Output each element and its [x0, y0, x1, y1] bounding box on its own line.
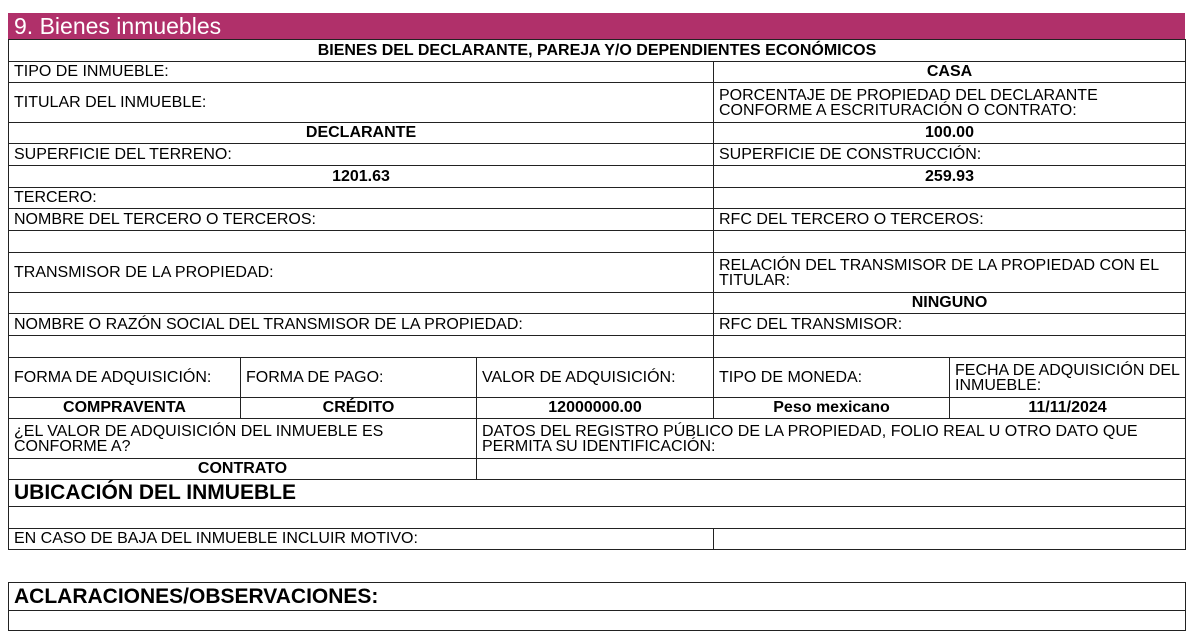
tercero-empty: [714, 188, 1186, 209]
rfc-transmisor-label: RFC DEL TRANSMISOR:: [714, 314, 1186, 336]
transmisor-value: [9, 293, 714, 314]
forma-adquisicion-label: FORMA DE ADQUISICIÓN:: [9, 358, 241, 398]
rfc-transmisor-value: [714, 336, 1186, 358]
forma-pago-label: FORMA DE PAGO:: [241, 358, 477, 398]
superficie-terreno-value: 1201.63: [9, 166, 714, 188]
tipo-inmueble-value: CASA: [714, 62, 1186, 83]
relacion-transmisor-label: RELACIÓN DEL TRANSMISOR DE LA PROPIEDAD CON EL TITULAR:: [714, 253, 1186, 293]
tipo-inmueble-label: TIPO DE INMUEBLE:: [9, 62, 714, 83]
fecha-adquisicion-label: FECHA DE ADQUISICIÓN DEL INMUEBLE:: [950, 358, 1186, 398]
forma-adquisicion-value: COMPRAVENTA: [9, 398, 241, 419]
rfc-tercero-label: RFC DEL TERCERO O TERCEROS:: [714, 209, 1186, 231]
tercero-label: TERCERO:: [9, 188, 714, 209]
nombre-transmisor-label: NOMBRE O RAZÓN SOCIAL DEL TRANSMISOR DE LA PROPIEDAD:: [9, 314, 714, 336]
nombre-tercero-label: NOMBRE DEL TERCERO O TERCEROS:: [9, 209, 714, 231]
observaciones-value: [9, 611, 1186, 631]
ubicacion-value: [9, 507, 1186, 529]
tipo-moneda-label: TIPO DE MONEDA:: [714, 358, 950, 398]
observaciones-table: [8, 582, 1186, 631]
superficie-construccion-label: SUPERFICIE DE CONSTRUCCIÓN:: [714, 144, 1186, 166]
forma-pago-value: CRÉDITO: [241, 398, 477, 419]
superficie-construccion-value: 259.93: [714, 166, 1186, 188]
valor-adquisicion-label: VALOR DE ADQUISICIÓN:: [477, 358, 714, 398]
ubicacion-header: UBICACIÓN DEL INMUEBLE: [9, 480, 1186, 507]
observaciones-header: ACLARACIONES/OBSERVACIONES:: [9, 583, 1186, 611]
rfc-tercero-value: [714, 231, 1186, 253]
registro-publico-value: [477, 459, 1186, 480]
table-subheader: BIENES DEL DECLARANTE, PAREJA Y/O DEPENDIENTES ECONÓMICOS: [9, 40, 1186, 62]
tipo-moneda-value: Peso mexicano: [714, 398, 950, 419]
titular-value: DECLARANTE: [9, 123, 714, 144]
bienes-inmuebles-table: [8, 39, 1186, 550]
registro-publico-label: DATOS DEL REGISTRO PÚBLICO DE LA PROPIEDAD, FOLIO REAL U OTRO DATO QUE PERMITA SU IDENTIFICACIÓN:: [477, 419, 1186, 459]
section-title: 9. Bienes inmuebles: [8, 13, 1185, 39]
superficie-terreno-label: SUPERFICIE DEL TERRENO:: [9, 144, 714, 166]
baja-label: EN CASO DE BAJA DEL INMUEBLE INCLUIR MOTIVO:: [9, 529, 714, 550]
relacion-transmisor-value: NINGUNO: [714, 293, 1186, 314]
valor-conforme-label: ¿EL VALOR DE ADQUISICIÓN DEL INMUEBLE ES CONFORME A?: [9, 419, 477, 459]
porcentaje-value: 100.00: [714, 123, 1186, 144]
nombre-tercero-value: [9, 231, 714, 253]
valor-conforme-value: CONTRATO: [9, 459, 477, 480]
titular-label: TITULAR DEL INMUEBLE:: [9, 83, 714, 123]
valor-adquisicion-value: 12000000.00: [477, 398, 714, 419]
nombre-transmisor-value: [9, 336, 714, 358]
porcentaje-label: PORCENTAJE DE PROPIEDAD DEL DECLARANTE CONFORME A ESCRITURACIÓN O CONTRATO:: [714, 83, 1186, 123]
fecha-adquisicion-value: 11/11/2024: [950, 398, 1186, 419]
transmisor-label: TRANSMISOR DE LA PROPIEDAD:: [9, 253, 714, 293]
baja-value: [714, 529, 1186, 550]
